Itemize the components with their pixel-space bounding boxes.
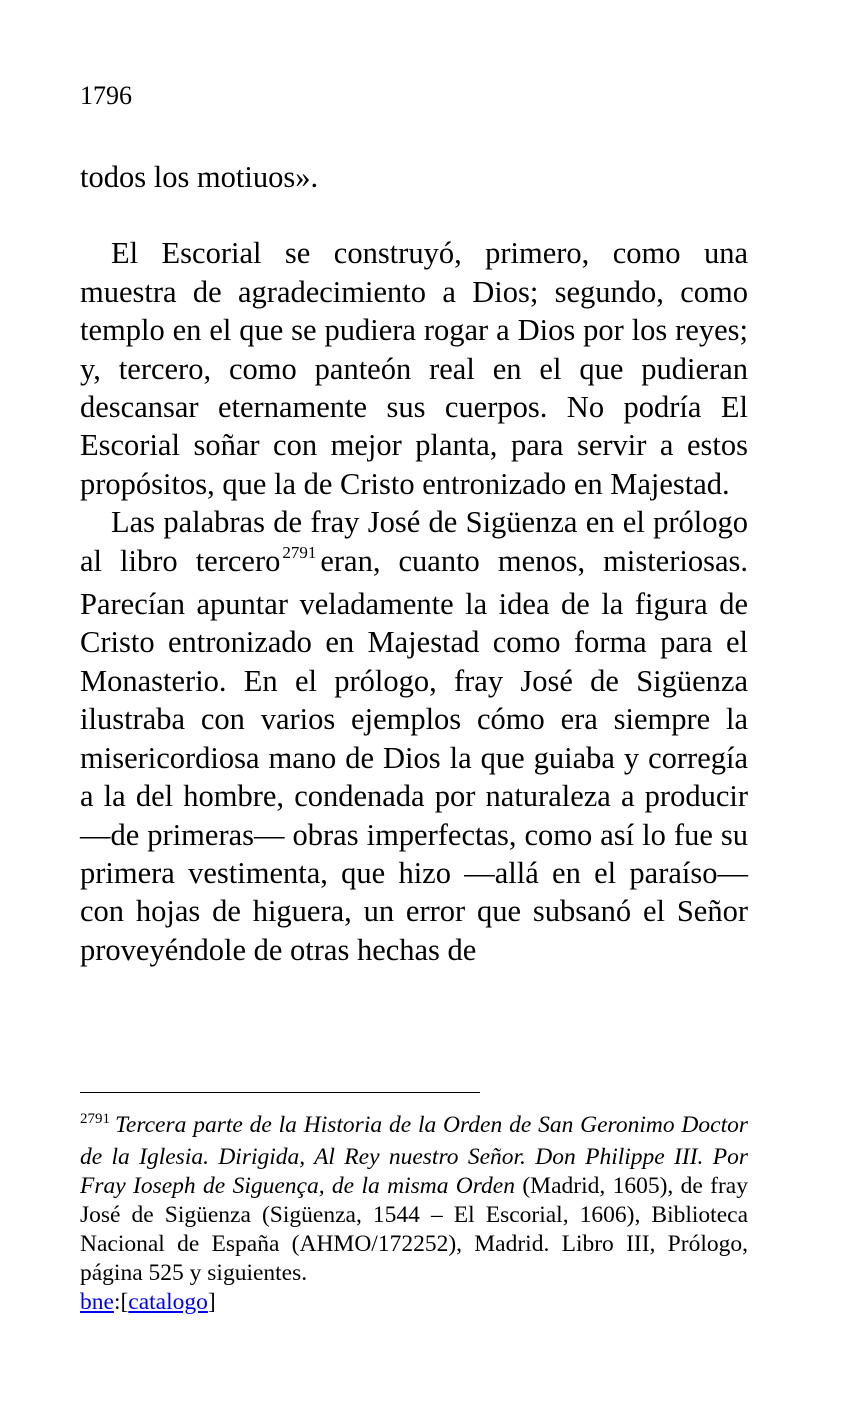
footnote-divider xyxy=(80,1092,480,1093)
catalogo-link[interactable]: catalogo xyxy=(128,1289,208,1315)
continuation-paragraph: todos los motiuos». xyxy=(80,160,319,194)
paragraph-with-footnote xyxy=(80,503,748,969)
bracket-open: [ xyxy=(120,1289,129,1315)
footnote-details: (Madrid, 1605), de fray José de Sigüenza (Sigüenza, 1544 – El Escorial, 1606), Biblioteca Nacional de España (AHMO/172252), Madrid. Libro III, Prólogo, página 525 y siguientes. xyxy=(80,1173,748,1286)
footnote xyxy=(80,1111,748,1317)
page-number: 1796 xyxy=(80,81,132,110)
paragraph-text-end: eran, cuanto menos, misteriosas. Parecían apuntar veladamente la idea de la figura de Cristo entronizado en Majestad como forma para el Monasterio. En el prólogo, fray José de Sigüenza ilustraba con varios ejemplos cómo era siempre la misericordiosa mano de Dios la que guiaba y corregía a la del hombre, condenada por naturaleza a producir —de primeras— obras imperfectas, como así lo fue su primera vestimenta, que hizo —allá en el paraíso— con hojas de higuera, un error que subsanó el Señor proveyéndole de otras hechas de xyxy=(80,543,749,967)
link-separator: : xyxy=(113,1289,121,1315)
footnote-reference[interactable]: 2791 xyxy=(282,542,317,562)
main-text xyxy=(80,158,748,969)
bracket-close: ] xyxy=(207,1289,216,1315)
paragraph-text-start: Las palabras de fray José de Sigüenza en el prólogo al libro tercero xyxy=(80,505,748,578)
paragraph: El Escorial se construyó, primero, como una muestra de agradecimiento a Dios; segundo, como templo en el que se pudiera rogar a Dios por los reyes; y, tercero, como panteón real en el que pudieran descansar eternamente sus cuerpos. No podría El Escorial soñar con mejor planta, para servir a estos propósitos, que la de Cristo entronizado en Majestad. xyxy=(80,236,748,501)
footnote-number: 2791 xyxy=(80,1111,110,1127)
bne-link[interactable]: bne xyxy=(80,1289,114,1315)
footnote-work-title: Tercera parte de la Historia de la Orden de San Geronimo Doctor de la Iglesia. Dirigida, Al Rey nuestro Señor. Don Philippe III. Por Fray Ioseph de Siguença, de la misma Orden xyxy=(80,1112,748,1199)
